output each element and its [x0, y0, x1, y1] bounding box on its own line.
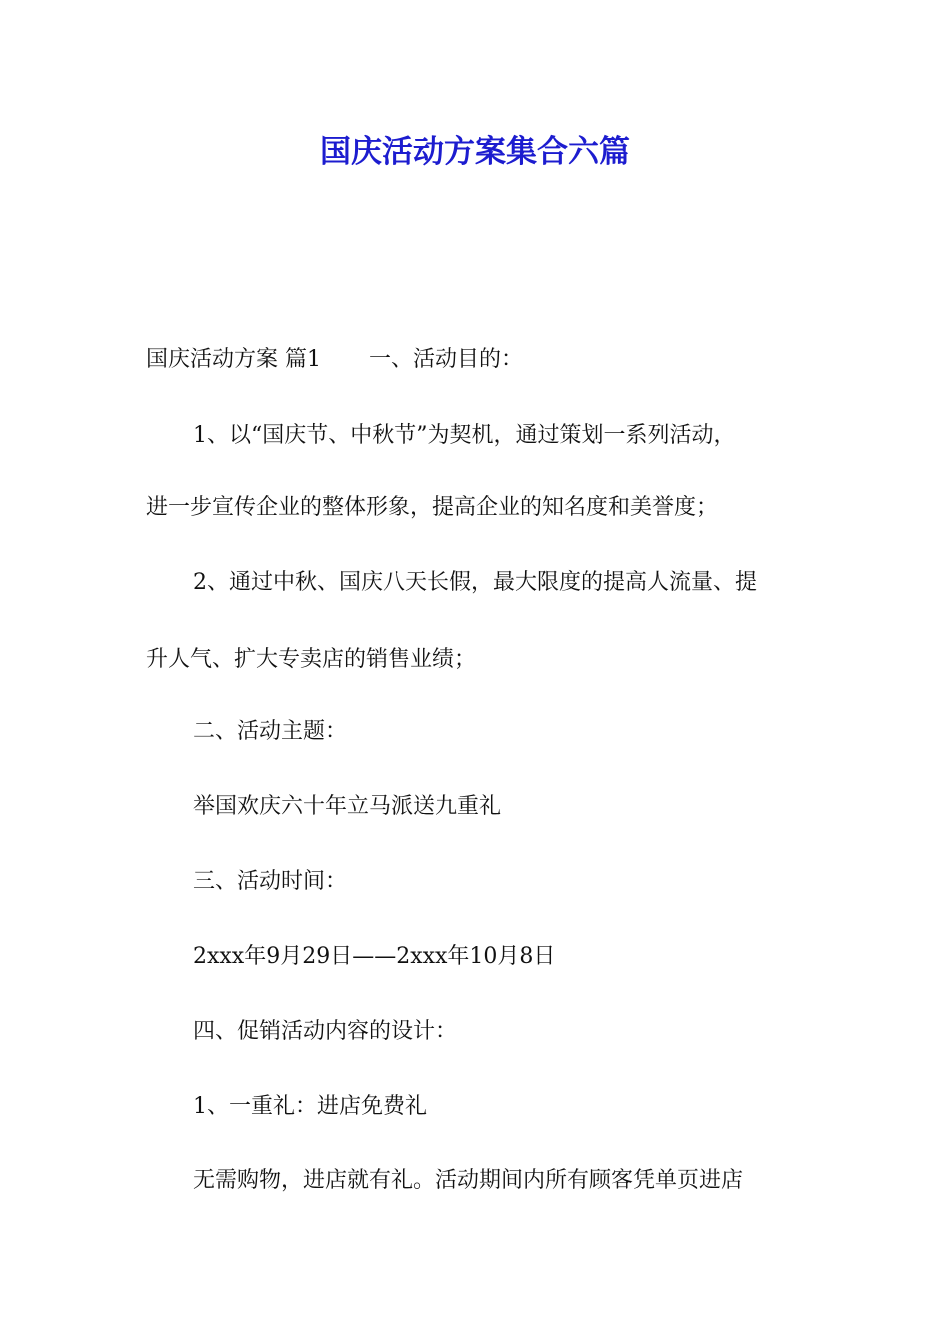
- paragraph-line: 1、以“国庆节、中秋节”为契机，通过策划一系列活动，: [193, 423, 736, 448]
- paragraph-line: 无需购物，进店就有礼。活动期间内所有顾客凭单页进店: [193, 1168, 744, 1193]
- paragraph-line: 2、通过中秋、国庆八天长假，最大限度的提高人流量、提: [193, 570, 757, 595]
- paragraph-line: 升人气、扩大专卖店的销售业绩；: [146, 647, 477, 672]
- paragraph-line: 1、一重礼：进店免费礼: [193, 1094, 427, 1119]
- purpose-heading: 一、活动目的：: [369, 347, 524, 372]
- theme-heading: 二、活动主题：: [193, 719, 348, 744]
- section-heading: 国庆活动方案 篇1: [146, 347, 321, 372]
- paragraph-line: 举国欢庆六十年立马派送九重礼: [193, 794, 502, 819]
- content-heading: 四、促销活动内容的设计：: [193, 1019, 458, 1044]
- section-heading-line: [146, 344, 523, 376]
- paragraph-line: 2xxx年9月29日——2xxx年10月8日: [193, 944, 556, 969]
- paragraph-line: 进一步宣传企业的整体形象，提高企业的知名度和美誉度；: [146, 495, 719, 520]
- document-title: 国庆活动方案集合六篇: [320, 134, 630, 170]
- time-heading: 三、活动时间：: [193, 869, 348, 894]
